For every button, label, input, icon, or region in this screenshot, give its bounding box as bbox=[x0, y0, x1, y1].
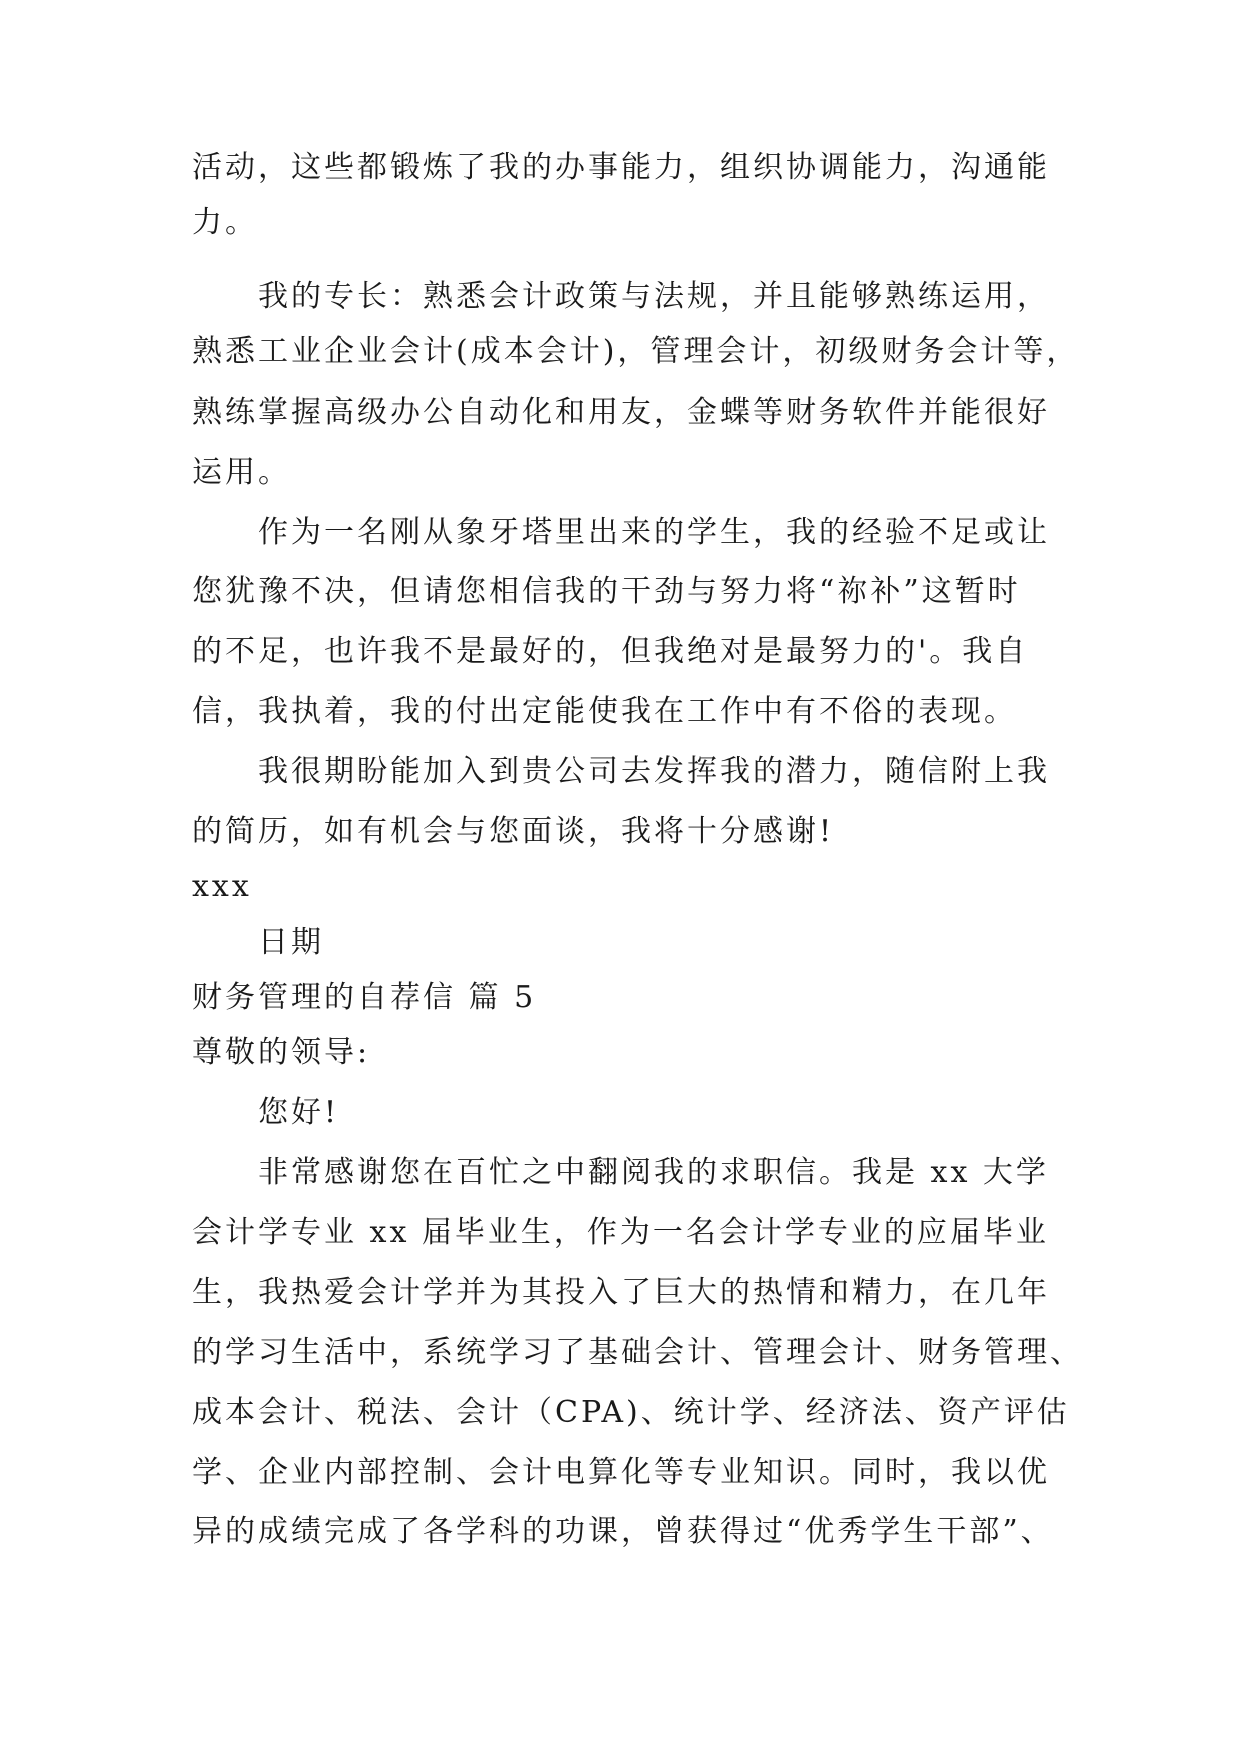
text-line: 的不足，也许我不是最好的，但我绝对是最努力的'。我自 bbox=[192, 634, 1029, 669]
text-line: 力。 bbox=[192, 205, 258, 240]
signature-name: xxx bbox=[192, 869, 252, 904]
text-line: 异的成绩完成了各学科的功课，曾获得过“优秀学生干部”、 bbox=[192, 1514, 1054, 1549]
text-line: 会计学专业 xx 届毕业生，作为一名会计学专业的应届毕业 bbox=[192, 1215, 1049, 1250]
text-line: 运用。 bbox=[192, 455, 291, 490]
text-line: 活动，这些都锻炼了我的办事能力，组织协调能力，沟通能 bbox=[192, 150, 1050, 185]
text-line: 熟悉工业企业会计(成本会计)，管理会计，初级财务会计等， bbox=[192, 334, 1080, 369]
greeting: 您好! bbox=[258, 1095, 340, 1130]
salutation: 尊敬的领导: bbox=[192, 1035, 371, 1070]
text-line: 作为一名刚从象牙塔里出来的学生，我的经验不足或让 bbox=[258, 515, 1050, 550]
signature-date: 日期 bbox=[258, 925, 324, 960]
text-line: 我很期盼能加入到贵公司去发挥我的潜力，随信附上我 bbox=[258, 754, 1050, 789]
text-line: 非常感谢您在百忙之中翻阅我的求职信。我是 xx 大学 bbox=[258, 1155, 1049, 1190]
text-line: 的学习生活中，系统学习了基础会计、管理会计、财务管理、 bbox=[192, 1335, 1083, 1370]
text-line: 生，我热爱会计学并为其投入了巨大的热情和精力，在几年 bbox=[192, 1275, 1050, 1310]
text-line: 我的专长：熟悉会计政策与法规，并且能够熟练运用， bbox=[258, 279, 1050, 314]
text-line: 熟练掌握高级办公自动化和用友，金蝶等财务软件并能很好 bbox=[192, 395, 1050, 430]
section-heading: 财务管理的自荐信 篇 5 bbox=[192, 980, 537, 1015]
text-line: 的简历，如有机会与您面谈，我将十分感谢! bbox=[192, 814, 835, 849]
text-line: 学、企业内部控制、会计电算化等专业知识。同时，我以优 bbox=[192, 1455, 1050, 1490]
text-line: 信，我执着，我的付出定能使我在工作中有不俗的表现。 bbox=[192, 694, 1017, 729]
text-line: 您犹豫不决，但请您相信我的干劲与努力将“祢补”这暂时 bbox=[192, 574, 1021, 609]
text-line: 成本会计、税法、会计（CPA)、统计学、经济法、资产评估 bbox=[192, 1395, 1070, 1430]
